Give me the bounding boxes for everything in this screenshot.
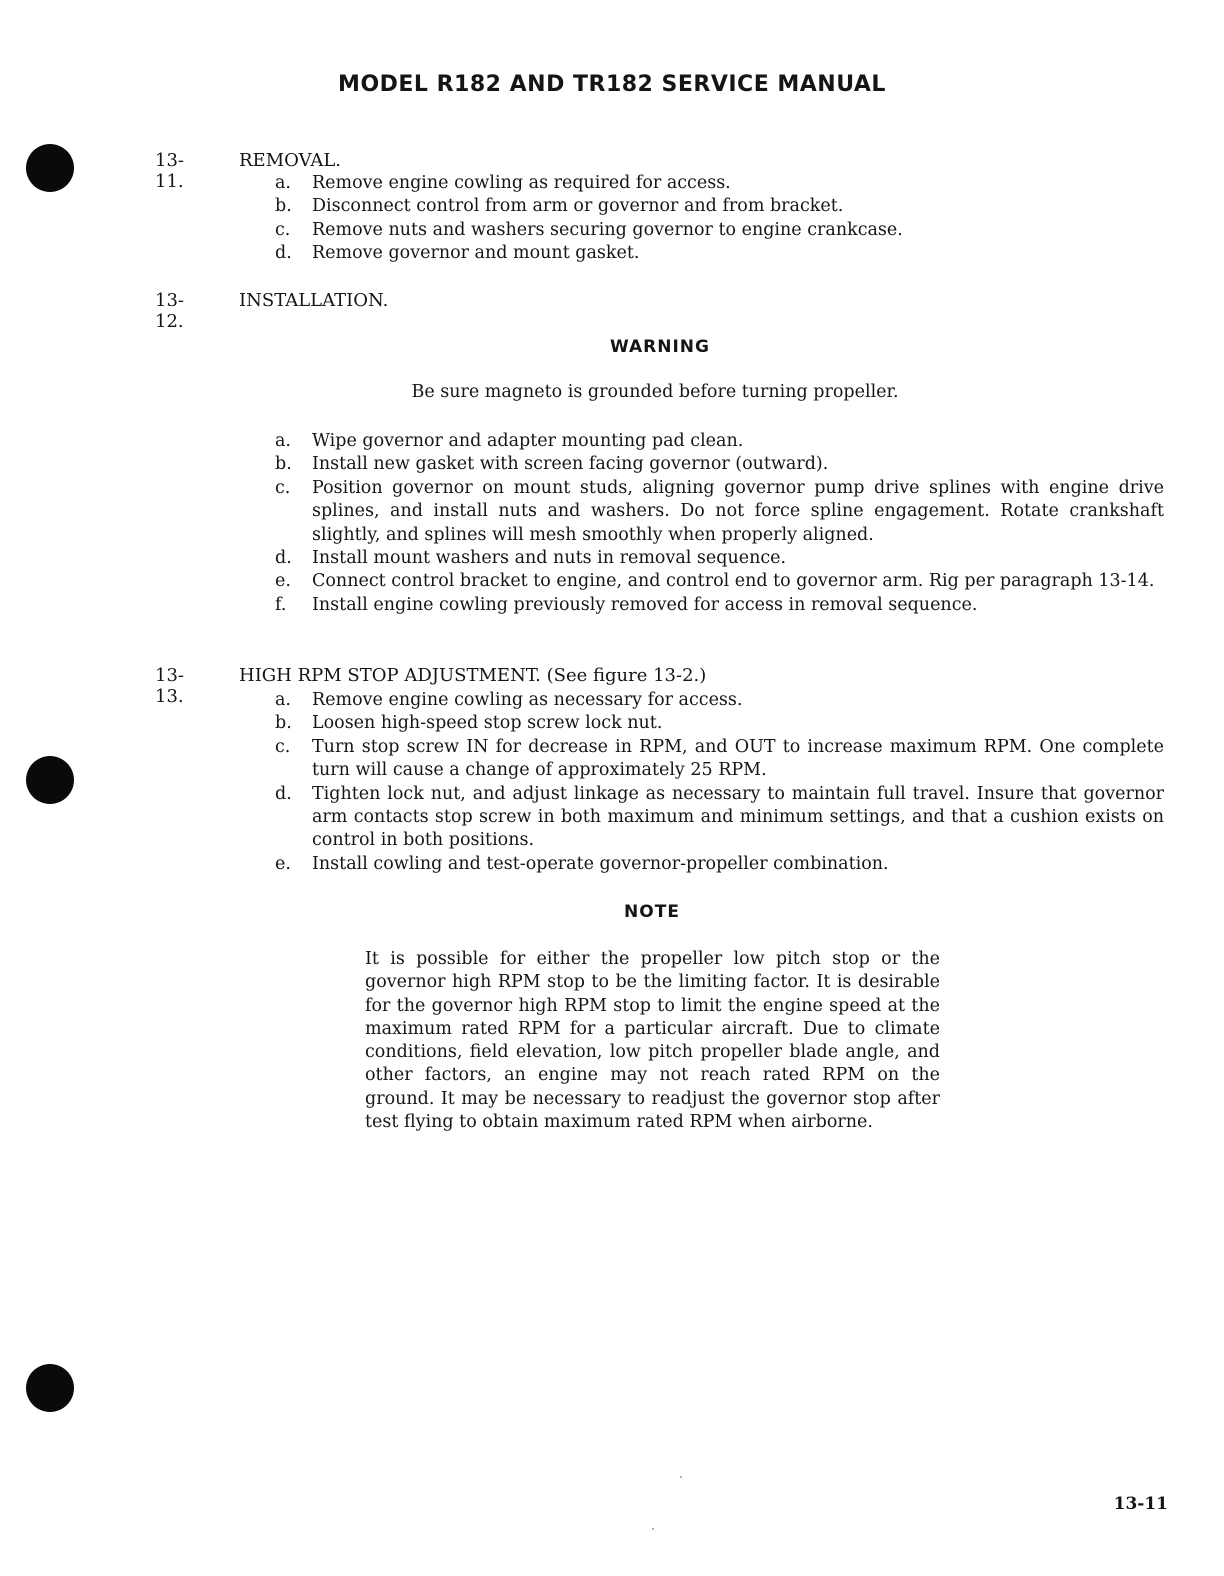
step-text: Install new gasket with screen facing governor (outward). [312, 454, 829, 475]
punch-hole [26, 1364, 74, 1412]
note-text: It is possible for either the propeller low pitch stop or the governor high RPM stop to be the limiting factor. It is desirable for the governor high RPM stop to limit the engine speed at the maximum rated RPM for a particular aircraft. Due to climate conditions, field elevation, low pitch propeller blade angle, and other factors, an engine may not reach rated RPM on the ground. It may be necessary to readjust the governor stop after test flying to obtain maximum rated RPM when airborne. [365, 949, 940, 1133]
step-text: Install engine cowling previously removed for access in removal sequence. [312, 594, 978, 615]
punch-hole [26, 756, 74, 804]
high-rpm-steps [271, 689, 1164, 876]
step-item [271, 547, 1164, 570]
page-number: 13-11 [1113, 1494, 1168, 1514]
step-text: Connect control bracket to engine, and control end to governor arm. Rig per paragraph 13-14. [312, 571, 1155, 592]
step-text: Loosen high-speed stop screw lock nut. [312, 713, 663, 734]
step-item [271, 712, 1164, 735]
step-letter: b. [275, 454, 292, 475]
step-item [271, 570, 1164, 593]
step-item [271, 736, 1164, 783]
section-title: INSTALLATION. [239, 290, 389, 311]
step-letter: d. [275, 243, 292, 264]
step-item [271, 430, 1164, 453]
step-letter: b. [275, 196, 292, 217]
step-letter: c. [275, 477, 291, 498]
step-letter: f. [275, 594, 287, 615]
step-item [271, 783, 1164, 853]
step-text: Remove nuts and washers securing governor to engine crankcase. [312, 219, 903, 240]
step-item [271, 477, 1164, 547]
step-item [271, 689, 1164, 712]
section-title: HIGH RPM STOP ADJUSTMENT. (See figure 13-2.) [239, 665, 707, 686]
page-header: MODEL R182 AND TR182 SERVICE MANUAL [338, 72, 886, 97]
step-text: Remove engine cowling as required for access. [312, 173, 731, 193]
removal-steps [271, 172, 1164, 266]
section-number: 13-13. [155, 665, 184, 707]
step-text: Wipe governor and adapter mounting pad clean. [312, 431, 744, 451]
step-text: Position governor on mount studs, aligning governor pump drive splines with engine drive splines, and install nuts and washers. Do not force spline engagement. Rotate crankshaft slightly, and splines will mesh smoothly when properly aligned. [312, 477, 1164, 545]
step-text: Tighten lock nut, and adjust linkage as necessary to maintain full travel. Insure that governor arm contacts stop screw in both maximum and minimum settings, and that a cushion exists on control in both positions. [312, 783, 1164, 851]
section-title: REMOVAL. [239, 150, 342, 171]
step-text: Disconnect control from arm or governor and from bracket. [312, 196, 844, 217]
step-text: Remove governor and mount gasket. [312, 243, 640, 264]
installation-steps [271, 430, 1164, 617]
step-item [271, 219, 1164, 242]
section-number: 13-11. [155, 150, 184, 192]
step-text: Install cowling and test-operate governor-propeller combination. [312, 853, 889, 874]
punch-hole [26, 144, 74, 192]
step-letter: e. [275, 571, 291, 592]
scan-speck [680, 1476, 682, 1478]
step-letter: b. [275, 713, 292, 734]
step-letter: a. [275, 690, 291, 710]
note-label: NOTE [624, 902, 680, 922]
step-letter: d. [275, 783, 292, 804]
warning-text: Be sure magneto is grounded before turning propeller. [411, 382, 899, 402]
step-letter: e. [275, 853, 291, 874]
step-letter: c. [275, 219, 291, 240]
step-letter: a. [275, 431, 291, 451]
step-item [271, 853, 1164, 876]
step-item [271, 172, 1164, 195]
step-letter: a. [275, 173, 291, 193]
step-text: Turn stop screw IN for decrease in RPM, and OUT to increase maximum RPM. One complete turn will cause a change of approximately 25 RPM. [312, 736, 1164, 781]
step-item [271, 242, 1164, 265]
scan-speck [652, 1528, 654, 1530]
step-item [271, 453, 1164, 476]
step-item [271, 195, 1164, 218]
step-item [271, 594, 1164, 617]
warning-label: WARNING [610, 337, 710, 357]
section-number: 13-12. [155, 290, 184, 332]
step-letter: c. [275, 736, 291, 757]
step-text: Install mount washers and nuts in removal sequence. [312, 548, 787, 569]
step-text: Remove engine cowling as necessary for access. [312, 690, 743, 710]
step-letter: d. [275, 548, 292, 569]
